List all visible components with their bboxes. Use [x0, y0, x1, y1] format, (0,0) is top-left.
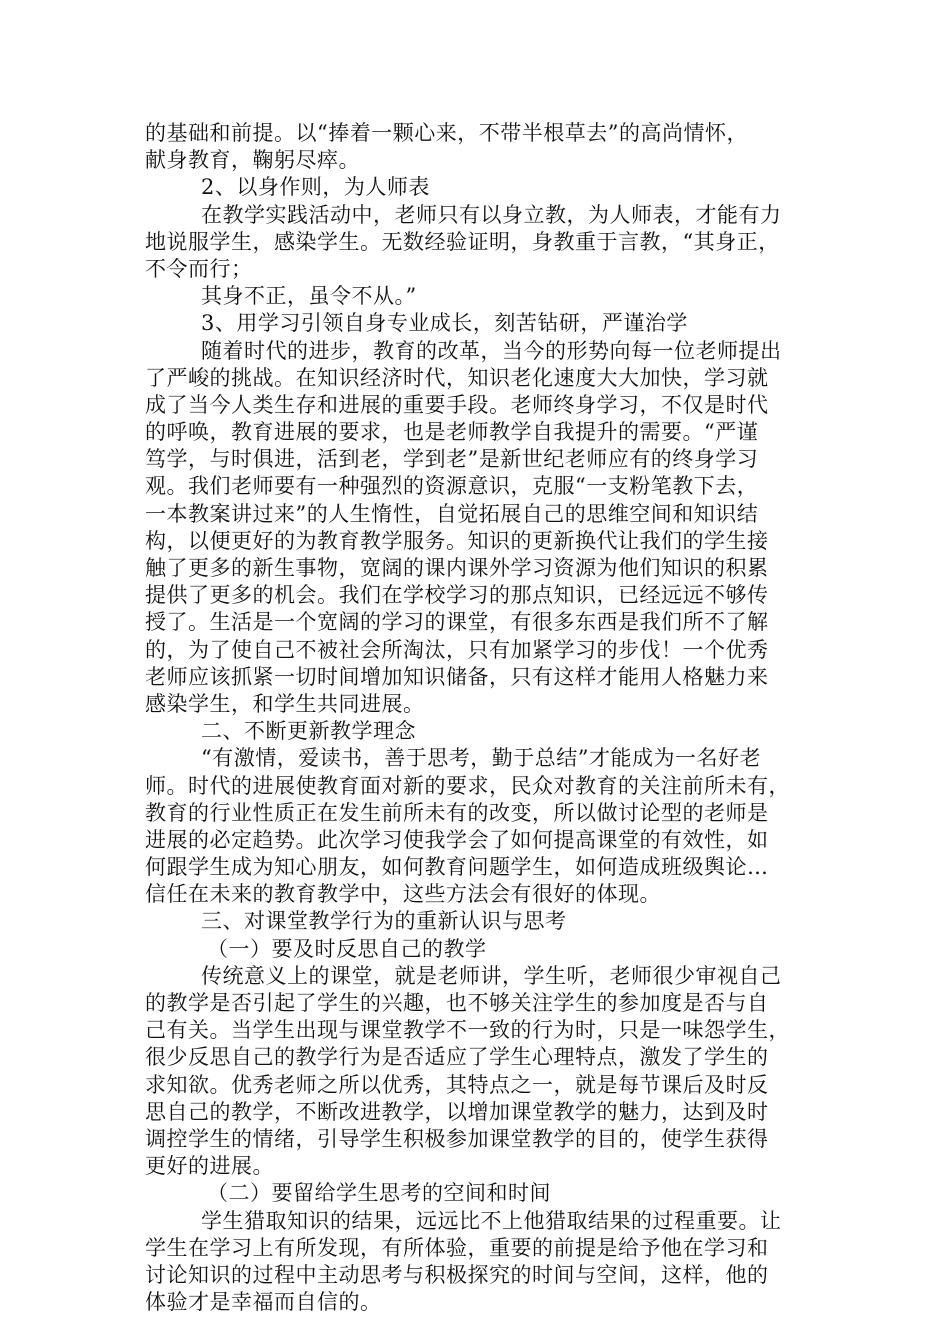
section-heading: 2、以身作则，为人师表	[201, 175, 430, 200]
text-line: 地说服学生，感染学生。无数经验证明，身教重于言教，“其身正，	[145, 229, 780, 254]
text-line: 感染学生，和学生共同进展。	[145, 691, 425, 716]
section-heading: 3、用学习引领自身专业成长，刻苦钻研，严谨治学	[201, 311, 688, 336]
text-line: 的呼唤，教育进展的要求，也是老师教学自我提升的需要。“严谨	[145, 420, 759, 445]
text-line: 老师应该抓紧一切时间增加知识储备，只有这样才能用人格魅力来	[145, 664, 769, 689]
text-line: 学生在学习上有所发现，有所体验，重要的前提是给予他在学习和	[145, 1235, 769, 1260]
document-body	[145, 120, 815, 1316]
text-line: 一本教案讲过来”的人生惰性，自觉拓展自己的思维空间和知识结	[145, 501, 759, 526]
text-line: 随着时代的进步，教育的改革，当今的形势向每一位老师提出	[201, 338, 782, 363]
text-line: 学生猎取知识的结果，远远比不上他猎取结果的过程重要。让	[201, 1208, 782, 1233]
text-line: 讨论知识的过程中主动思考与积极探究的时间与空间，这样，他的	[145, 1262, 769, 1287]
text-line: 授了。生活是一个宽阔的学习的课堂，有很多东西是我们所不了解	[145, 610, 769, 635]
text-line: 很少反思自己的教学行为是否适应了学生心理特点，激发了学生的	[145, 1045, 769, 1070]
text-line: 求知欲。优秀老师之所以优秀，其特点之一，就是每节课后及时反	[145, 1072, 769, 1097]
text-line: 的基础和前提。以“捧着一颗心来，不带半根草去”的高尚情怀，	[145, 121, 748, 145]
section-heading: 二、不断更新教学理念	[201, 719, 416, 744]
text-line: 在教学实践活动中，老师只有以身立教，为人师表，才能有力	[201, 202, 782, 227]
text-line: 其身不正，虽令不从。”	[201, 284, 417, 309]
text-line: 思自己的教学，不断改进教学，以增加课堂教学的魅力，达到及时	[145, 1099, 769, 1124]
text-line: 提供了更多的机会。我们在学校学习的那点知识，已经远远不够传	[145, 583, 769, 608]
text-line: 进展的必定趋势。此次学习使我学会了如何提高课堂的有效性，如	[145, 827, 769, 852]
text-line: 不令而行；	[145, 256, 253, 281]
text-line: 构，以便更好的为教育教学服务。知识的更新换代让我们的学生接	[145, 528, 769, 553]
text-line: 调控学生的情绪，引导学生积极参加课堂教学的目的，使学生获得	[145, 1126, 769, 1151]
text-line: 传统意义上的课堂，就是老师讲，学生听，老师很少审视自己	[201, 963, 782, 988]
text-line: 信任在未来的教育教学中，这些方法会有很好的体现。	[145, 882, 661, 907]
text-line: 的，为了使自己不被社会所淘汰，只有加紧学习的步伐！一个优秀	[145, 637, 769, 662]
text-line: 观。我们老师要有一种强烈的资源意识，克服“一支粉笔教下去，	[145, 474, 759, 499]
text-line: 献身教育，鞠躬尽瘁。	[145, 148, 360, 173]
text-line: 体验才是幸福而自信的。	[145, 1290, 382, 1315]
text-line: 师。时代的进展使教育面对新的要求，民众对教育的关注前所未有，	[145, 773, 790, 798]
section-heading: 三、对课堂教学行为的重新认识与思考	[201, 909, 567, 934]
subsection-heading: （二）要留给学生思考的空间和时间	[207, 1181, 551, 1206]
text-line: 触了更多的新生事物，宽阔的课内课外学习资源为他们知识的积累	[145, 556, 769, 580]
text-line: 了严峻的挑战。在知识经济时代，知识老化速度大大加快，学习就	[145, 365, 769, 390]
text-line: “有激情，爱读书，善于思考，勤于总结”才能成为一名好老	[201, 746, 761, 771]
text-line: 己有关。当学生出现与课堂教学不一致的行为时，只是一味怨学生，	[145, 1018, 790, 1043]
text-line: 的教学是否引起了学生的兴趣，也不够关注学生的参加度是否与自	[145, 991, 769, 1015]
text-line: 成了当今人类生存和进展的重要手段。老师终身学习，不仅是时代	[145, 392, 769, 417]
text-line: 更好的进展。	[145, 1154, 274, 1179]
text-line: 教育的行业性质正在发生前所未有的改变，所以做讨论型的老师是	[145, 800, 769, 825]
subsection-heading: （一）要及时反思自己的教学	[207, 936, 487, 961]
text-line: 笃学，与时俱进，活到老，学到老”是新世纪老师应有的终身学习	[145, 447, 759, 472]
text-line: 何跟学生成为知心朋友，如何教育问题学生，如何造成班级舆论…	[145, 855, 769, 880]
